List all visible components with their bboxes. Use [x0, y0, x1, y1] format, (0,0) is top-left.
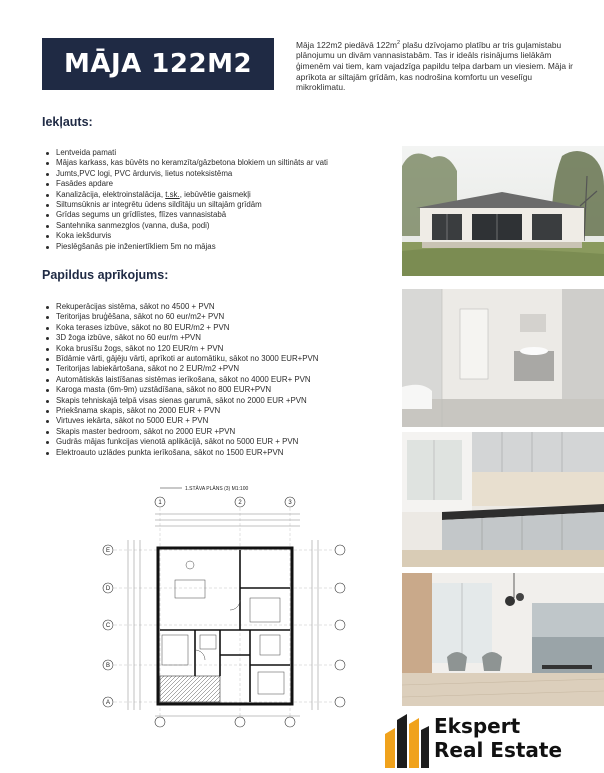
list-item: Teritorijas bruģēšana, sākot no 60 eur/m2+ PVN [42, 312, 319, 322]
list-item: Teritorijas labiekārtošana, sākot no 2 EUR/m2 +PVN [42, 364, 319, 374]
list-item: Siltumsūknis ar integrētu ūdens sildītāju un siltajām grīdām [42, 200, 328, 210]
list-item: Rekuperācijas sistēma, sākot no 4500 + PVN [42, 302, 319, 312]
additional-heading: Papildus aprīkojums: [42, 268, 169, 282]
list-item: Pieslēgšanās pie inženiertīkliem 5m no mājas [42, 242, 328, 252]
list-item-text: Kanalizācija, elektroinstalācija, [56, 189, 166, 199]
included-heading: Iekļauts: [42, 115, 93, 129]
intro-text-2: plašu dzīvojamo platību ar tris guļamistabu plānojumu un divām vannasistabām. Tas ir ideāls risinājums lielākām ģimenēm vai tiem, kam vajadzīga papildu telpa darbam un viesiem. Māja ir aprīkota ar siltajām grīdām, kas nodrošina komfortu un veselīgu mikroklimatu. [296, 39, 573, 93]
axis-letter-b: B [105, 663, 111, 669]
list-item: Jumts,PVC logi, PVC ārdurvis, lietus noteksistēma [42, 169, 328, 179]
page-title: MĀJA 122M2 [63, 49, 253, 79]
list-item: Koka terases izbūve, sākot no 80 EUR/m2 + PVN [42, 323, 319, 333]
axis-label-2: 2 [238, 500, 242, 506]
intro-superscript: 2 [397, 40, 401, 46]
list-item: Skapis tehniskajā telpā visas sienas garumā, sākot no 2000 EUR +PVN [42, 396, 319, 406]
axis-letter-e: E [105, 548, 111, 554]
list-item-text-rest: , iebūvētie gaismekļi [179, 189, 251, 199]
list-item: Karoga masta (6m-9m) uzstādīšana, sākot no 800 EUR+PVN [42, 385, 319, 395]
list-item: Lentveida pamati [42, 148, 328, 158]
logo-line-2: Real Estate [434, 738, 563, 762]
list-item: Fasādes apdare [42, 179, 328, 189]
axis-label-1: 1 [158, 500, 162, 506]
list-item: Koka iekšdurvis [42, 231, 328, 241]
intro-paragraph [296, 38, 582, 93]
living-room-photo [402, 573, 604, 706]
list-item: Gudrās mājas funkcijas vienotā aplikācijā, sākot no 5000 EUR + PVN [42, 437, 319, 447]
logo-line-1: Ekspert [434, 714, 521, 738]
underlined-abbrev: t.sk. [165, 189, 180, 199]
list-item: Grīdas segums un grīdlīstes, flīzes vannasistabā [42, 210, 328, 220]
axis-letter-d: D [105, 586, 111, 592]
list-item [42, 190, 328, 200]
axis-letter-c: C [105, 623, 111, 629]
additional-list [42, 302, 319, 458]
bathroom-photo [402, 289, 604, 427]
list-item: 3D žoga izbūve, sākot no 60 eur/m +PVN [42, 333, 319, 343]
list-item: Bīdāmie vārti, gājēju vārti, aprīkoti ar automātiku, sākot no 3000 EUR+PVN [42, 354, 319, 364]
floor-plan [100, 480, 350, 730]
intro-text-1: Māja 122m2 piedāvā 122m [296, 39, 398, 50]
kitchen-photo [402, 432, 604, 567]
list-item: Automātiskās laistīšanas sistēmas ierīkošana, sākot no 4000 EUR+ PVN [42, 375, 319, 385]
list-item: Koka brusīšu žogs, sākot no 120 EUR/m + PVN [42, 344, 319, 354]
list-item: Priekšnama skapis, sākot no 2000 EUR + PVN [42, 406, 319, 416]
list-item: Santehnika sanmezglos (vanna, duša, podi) [42, 221, 328, 231]
axis-letter-a: A [105, 700, 111, 706]
house-exterior-photo [402, 146, 604, 276]
list-item: Skapis master bedroom, sākot no 2000 EUR +PVN [42, 427, 319, 437]
title-banner [42, 38, 274, 90]
axis-label-3: 3 [288, 500, 292, 506]
list-item: Mājas karkass, kas būvēts no keramzīta/gāzbetona blokiem un siltināts ar vati [42, 158, 328, 168]
floor-plan-title: 1.STĀVA PLĀNS (3) M1:100 [185, 486, 249, 492]
included-list [42, 148, 328, 252]
logo-text [434, 714, 562, 762]
list-item: Elektroauto uzlādes punkta ierīkošana, sākot no 1500 EUR+PVN [42, 448, 319, 458]
list-item: Virtuves iekārta, sākot no 5000 EUR + PVN [42, 416, 319, 426]
